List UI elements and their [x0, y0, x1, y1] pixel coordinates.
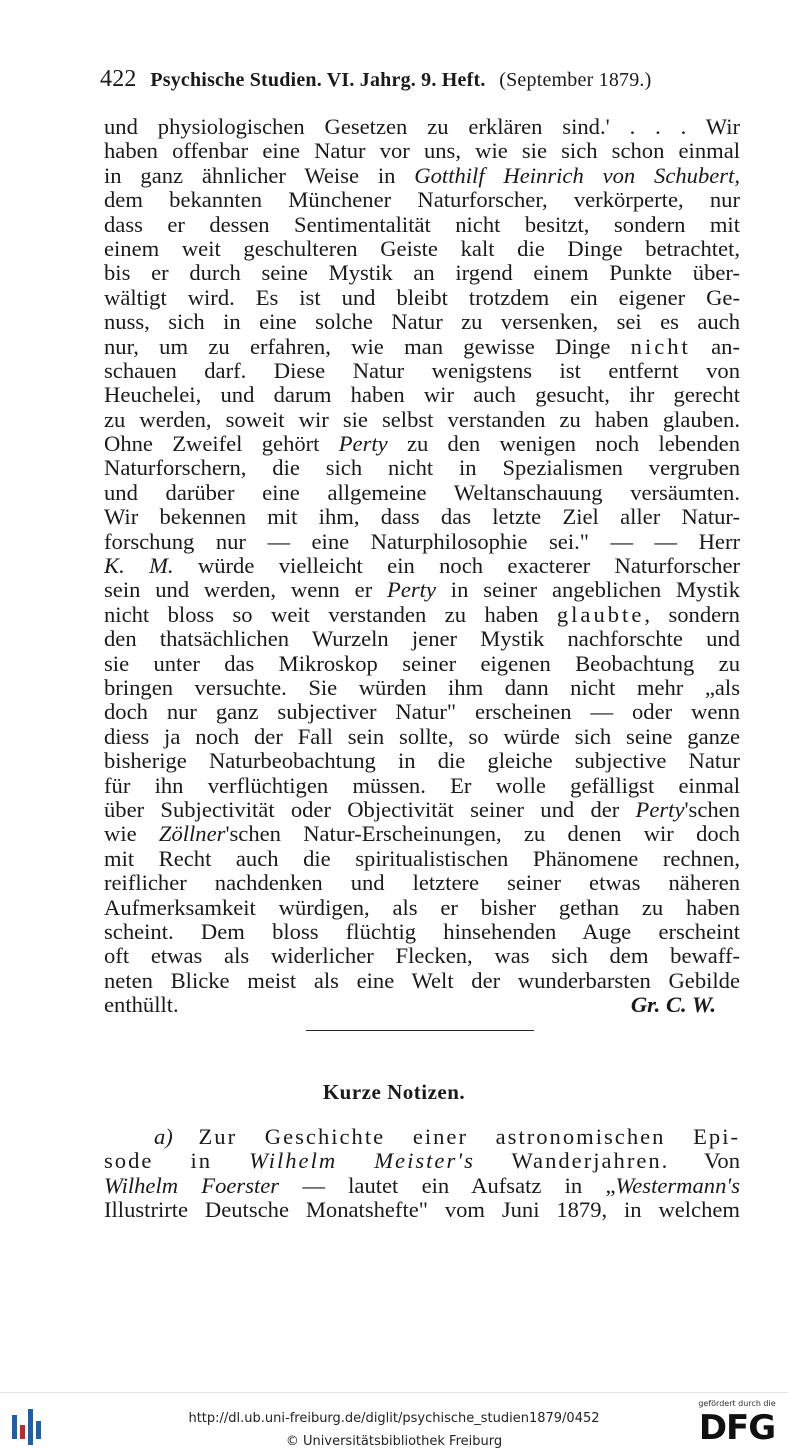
text-segment: in ganz ähnlicher Weise in [104, 163, 415, 188]
text-line [104, 383, 740, 407]
text-line [104, 944, 740, 968]
italic-segment: Gotthilf Heinrich von Schubert, [414, 163, 740, 188]
text-line [104, 652, 740, 676]
text-segment: neten Blicke meist als eine Welt der wunderbarsten Gebilde [104, 968, 740, 993]
text-line [104, 603, 740, 627]
text-line [104, 115, 740, 139]
dfg-tagline: gefördert durch die [698, 1399, 776, 1408]
text-line [104, 749, 740, 773]
text-segment: sein und werden, wenn er [104, 578, 388, 603]
text-line [104, 164, 740, 188]
text-segment: nur, um zu erfahren, wie man gewisse Dinge [104, 334, 631, 359]
text-segment: nuss, sich in eine solche Natur zu versenken, sei es auch [104, 310, 740, 335]
page-number: 422 [100, 66, 137, 92]
text-line [104, 700, 740, 724]
document-url[interactable]: http://dl.ub.uni-freiburg.de/diglit/psychische_studien1879/0452 [188, 1411, 600, 1426]
dfg-logo-text: DFG [698, 1408, 776, 1448]
text-line [104, 554, 740, 578]
text-segment: scheint. Dem bloss flüchtig hinsehenden Auge erscheint [104, 919, 740, 944]
text-segment: Ohne Zweifel gehört [104, 432, 339, 457]
text-line [104, 310, 740, 334]
text-line [104, 139, 740, 163]
text-segment: den thatsächlichen Wurzeln jener Mystik nachforschte und [104, 627, 740, 652]
text-segment: bringen versuchte. Sie würden ihm dann nicht mehr „als [104, 675, 740, 700]
copyright-notice: © Universitätsbibliothek Freiburg [285, 1434, 503, 1449]
italic-segment: a) [154, 1125, 173, 1149]
text-line [104, 725, 740, 749]
main-text-block [104, 115, 740, 1017]
running-title: Psychische Studien. VI. Jahrg. 9. Heft. [150, 69, 486, 91]
text-segment: dem bekannten Münchener Naturforscher, verkörperte, nur [104, 188, 740, 213]
text-segment: Illustrirte Deutsche Monatshefte" vom Juni 1879, in welchem [104, 1198, 740, 1223]
text-line [104, 505, 740, 529]
text-line [104, 286, 740, 310]
spaced-segment: Wanderjahren. [474, 1149, 670, 1174]
text-line [104, 481, 740, 505]
text-segment: oft etwas als widerlicher Flecken, was sich dem bewaff- [104, 944, 740, 969]
text-segment: dass er dessen Sentimentalität nicht besitzt, sondern mit [104, 212, 740, 237]
text-segment: zu den wenigen noch lebenden [387, 432, 740, 457]
text-line [104, 530, 740, 554]
text-line [104, 456, 740, 480]
text-segment: schauen darf. Diese Natur wenigstens ist entfernt von [104, 358, 740, 383]
text-segment: forschung nur — eine Naturphilosophie sei." — — Herr [104, 529, 740, 554]
text-line [104, 335, 740, 359]
text-segment: doch nur ganz subjectiver Natur" erscheinen — oder wenn [104, 700, 740, 725]
text-line [104, 627, 740, 651]
running-header [100, 66, 720, 93]
closing-word: enthüllt. [104, 992, 179, 1018]
text-line [104, 822, 740, 846]
spaced-segment: glaubte [556, 602, 645, 627]
text-segment: würde vielleicht ein noch exacterer Naturforscher [173, 554, 740, 579]
section-divider [306, 1030, 534, 1031]
text-line [104, 969, 740, 993]
text-segment: Heuchelei, und darum haben wir auch gesucht, ihr gerecht [104, 383, 740, 408]
text-line [104, 213, 740, 237]
text-segment: , sondern [644, 602, 740, 627]
text-line [104, 237, 740, 261]
text-segment: Aufmerksamkeit würdigen, als er bisher gethan zu haben [104, 895, 740, 920]
text-line [104, 188, 740, 212]
text-segment: haben offenbar eine Natur vor uns, wie sie sich schon einmal [104, 139, 740, 164]
italic-segment: K. M. [104, 554, 174, 579]
text-line [104, 896, 740, 920]
text-line [104, 1198, 740, 1222]
dfg-logo-icon [694, 1399, 780, 1451]
text-segment: Von [669, 1149, 740, 1174]
text-segment: an- [690, 334, 740, 359]
text-line [104, 359, 740, 383]
text-line [104, 261, 740, 285]
text-line [104, 578, 740, 602]
italic-segment: Wilhelm Foerster [104, 1173, 280, 1198]
text-line [104, 774, 740, 798]
closing-line [104, 993, 740, 1017]
italic-segment: Zöllner [158, 822, 226, 847]
text-segment: zu werden, soweit wir sie selbst verstanden zu haben glauben. [104, 407, 740, 432]
author-signature: Gr. C. W. [630, 992, 716, 1018]
spaced-segment: sode in [104, 1149, 250, 1174]
text-segment: 'schen [684, 797, 740, 822]
text-segment: einem weit geschulteren Geiste kalt die Dinge betrachtet, [104, 236, 740, 261]
issue-date: (September 1879.) [499, 69, 652, 91]
notes-text-block [104, 1125, 740, 1223]
text-segment: bis er durch seine Mystik an irgend einem Punkte über- [104, 261, 740, 286]
text-segment: für ihn verflüchtigen müssen. Er wolle gefälligst einmal [104, 773, 740, 798]
italic-segment: Perty [338, 432, 388, 457]
text-segment: nicht bloss so weit verstanden zu haben [104, 602, 557, 627]
text-segment: bisherige Naturbeobachtung in die gleiche subjective Natur [104, 749, 740, 774]
spaced-segment: nicht [630, 334, 691, 359]
text-segment: mit Recht auch die spiritualistischen Phänomene rechnen, [104, 846, 740, 871]
text-line [104, 1174, 740, 1198]
text-segment: 'schen Natur-Erscheinungen, zu denen wir doch [225, 822, 740, 847]
text-segment: — lautet ein Aufsatz in „ [279, 1173, 616, 1198]
text-segment: über Subjectivität oder Objectivität seiner und der [104, 797, 636, 822]
text-segment: Naturforschern, die sich nicht in Spezialismen vergruben [104, 456, 740, 481]
section-title: Kurze Notizen. [322, 1080, 466, 1104]
text-line [104, 432, 740, 456]
text-segment [173, 1125, 199, 1149]
text-segment: diess ja noch der Fall sein sollte, so würde sich seine ganze [104, 724, 740, 749]
spaced-segment: Zur Geschichte einer astronomischen Epi- [198, 1125, 740, 1149]
text-line [104, 1125, 740, 1149]
viewer-footer [0, 1392, 788, 1455]
text-line [104, 920, 740, 944]
text-segment: wältigt wird. Es ist und bleibt trotzdem ein eigener Ge- [104, 285, 740, 310]
text-segment: Wir bekennen mit ihm, dass das letzte Ziel aller Natur- [104, 505, 740, 530]
italic-segment: Perty [387, 578, 436, 603]
text-line [104, 871, 740, 895]
text-line [104, 847, 740, 871]
text-segment: in seiner angeblichen Mystik [435, 578, 740, 603]
text-line [104, 408, 740, 432]
text-segment: wie [104, 822, 159, 847]
text-segment: und physiologischen Gesetzen zu erklären sind.' . . . Wir [104, 115, 740, 139]
italic-segment: Wilhelm Meister's [249, 1149, 475, 1174]
text-segment: reiflicher nachdenken und letztere seiner etwas näheren [104, 871, 740, 896]
italic-segment: Westermann's [615, 1173, 740, 1198]
text-line [104, 676, 740, 700]
text-segment: sie unter das Mikroskop seiner eigenen Beobachtung zu [104, 651, 740, 676]
text-line [104, 1149, 740, 1173]
text-line [104, 798, 740, 822]
italic-segment: Perty [635, 797, 685, 822]
text-segment: und darüber eine allgemeine Weltanschauung versäumten. [104, 480, 740, 505]
